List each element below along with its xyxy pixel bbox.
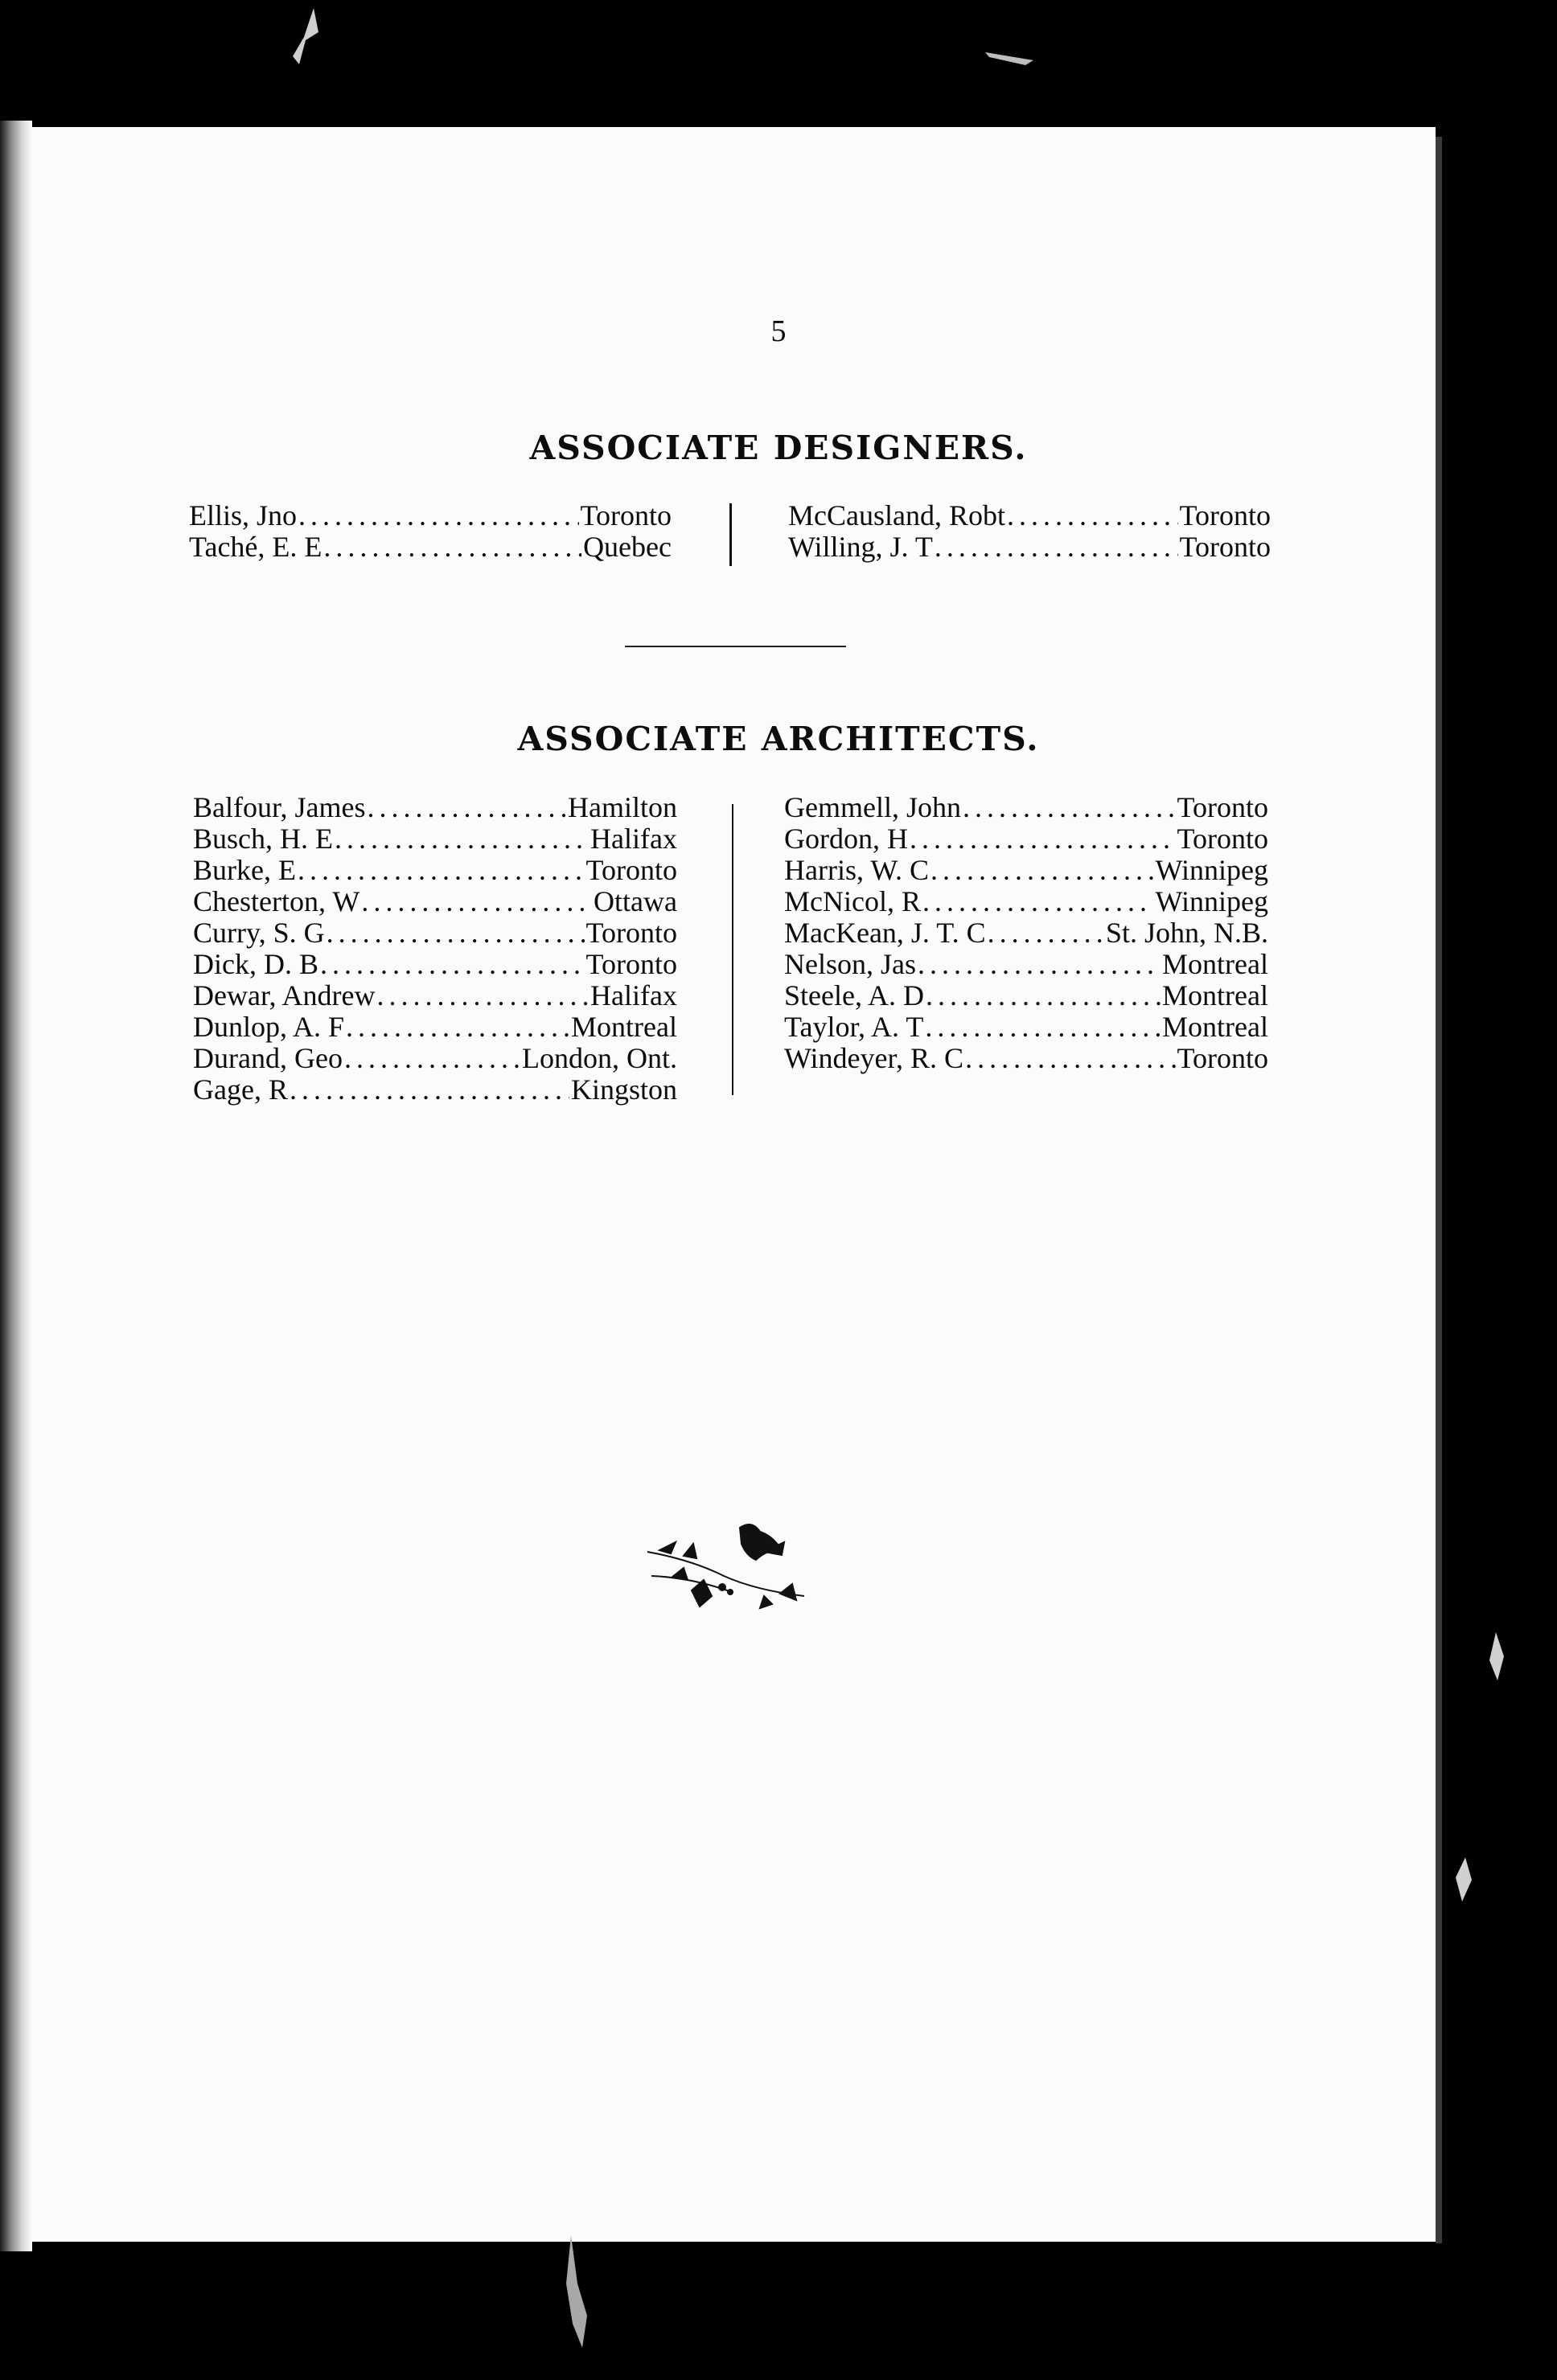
architects-left-column [193,792,677,1106]
member-name: Willing, J. T [788,531,933,563]
member-name: Steele, A. D [784,979,924,1012]
list-item [784,1043,1268,1074]
list-item [788,500,1271,531]
scan-speck [1480,1632,1512,1689]
member-city: London, Ont. [522,1042,677,1074]
dot-leader [320,949,585,980]
member-name: Nelson, Jas [784,948,916,980]
member-city: Winnipeg [1155,854,1268,886]
dot-leader [335,823,589,855]
dot-leader [963,792,1176,823]
member-city: St. John, N.B. [1105,917,1268,949]
list-item [193,886,677,917]
list-item [784,792,1268,823]
dot-leader [922,886,1153,917]
member-city: Toronto [585,854,677,886]
dot-leader [298,855,585,886]
scan-speck [1448,1857,1480,1906]
dot-leader [935,531,1178,563]
member-name: Durand, Geo [193,1042,343,1074]
member-name: McNicol, R [784,885,921,917]
dot-leader [361,886,592,917]
member-city: Toronto [1177,823,1268,855]
page-number: 5 [770,314,787,348]
dot-leader [931,855,1153,886]
member-city: Toronto [1177,1042,1268,1074]
member-city: Halifax [590,823,677,855]
member-name: Gordon, H [784,823,908,855]
dot-leader [918,949,1161,980]
member-city: Montreal [1162,948,1268,980]
column-divider [732,804,733,1095]
dot-leader [925,1012,1161,1043]
member-city: Ottawa [594,885,677,917]
list-item [193,823,677,855]
dot-leader [926,980,1161,1012]
column-divider [729,503,732,566]
list-item [193,1043,677,1074]
scan-speck [563,2235,603,2356]
list-item [784,886,1268,917]
member-name: Balfour, James [193,791,366,823]
list-item [788,531,1271,563]
list-item [193,792,677,823]
member-city: Montreal [1162,979,1268,1012]
dot-leader [910,823,1176,855]
dot-leader [346,1012,569,1043]
list-item [189,500,672,531]
dot-leader [965,1043,1175,1074]
member-name: Chesterton, W [193,885,360,917]
member-city: Montreal [1162,1011,1268,1043]
architects-right-column [784,792,1268,1074]
architects-heading: ASSOCIATE ARCHITECTS. [517,720,1040,758]
dot-leader [1007,500,1178,531]
member-name: Dick, D. B [193,948,318,980]
member-name: Gage, R [193,1073,288,1106]
list-item [189,531,672,563]
scan-speck [281,8,338,72]
member-city: Toronto [585,948,677,980]
list-item [193,1074,677,1106]
member-name: Dewar, Andrew [193,979,376,1012]
list-item [193,855,677,886]
section-divider [625,646,846,647]
list-item [784,949,1268,980]
dot-leader [376,980,589,1012]
member-city: Toronto [585,917,677,949]
member-city: Toronto [1179,499,1271,531]
member-name: Busch, H. E [193,823,333,855]
member-city: Halifax [590,979,677,1012]
dot-leader [298,500,579,531]
list-item [193,980,677,1012]
dot-leader [290,1074,569,1106]
member-city: Montreal [571,1011,677,1043]
floral-ornament-icon [643,1520,820,1616]
member-city: Toronto [1177,791,1268,823]
list-item [784,917,1268,949]
member-name: Harris, W. C [784,854,929,886]
member-name: Burke, E [193,854,296,886]
designers-heading: ASSOCIATE DESIGNERS. [529,429,1028,467]
member-name: Taylor, A. T [784,1011,924,1043]
dot-leader [368,792,567,823]
member-name: Windeyer, R. C [784,1042,964,1074]
dot-leader [344,1043,520,1074]
list-item [784,1012,1268,1043]
list-item [193,917,677,949]
member-city: Kingston [570,1073,677,1106]
member-name: Ellis, Jno [189,499,298,531]
member-name: Curry, S. G [193,917,325,949]
designers-right-column [788,500,1271,563]
member-city: Quebec [583,531,672,563]
scan-speck [985,44,1041,68]
member-name: Gemmell, John [784,791,961,823]
list-item [784,980,1268,1012]
member-name: Dunlop, A. F [193,1011,345,1043]
dot-leader [988,917,1104,949]
member-city: Toronto [1179,531,1271,563]
member-name: MacKean, J. T. C [784,917,986,949]
member-name: Taché, E. E [189,531,322,563]
list-item [193,949,677,980]
member-name: McCausland, Robt [788,499,1005,531]
member-city: Winnipeg [1155,885,1268,917]
designers-left-column [189,500,672,563]
list-item [784,823,1268,855]
dot-leader [327,917,585,949]
member-city: Hamilton [568,791,677,823]
list-item [784,855,1268,886]
dot-leader [323,531,581,563]
member-city: Toronto [580,499,672,531]
list-item [193,1012,677,1043]
